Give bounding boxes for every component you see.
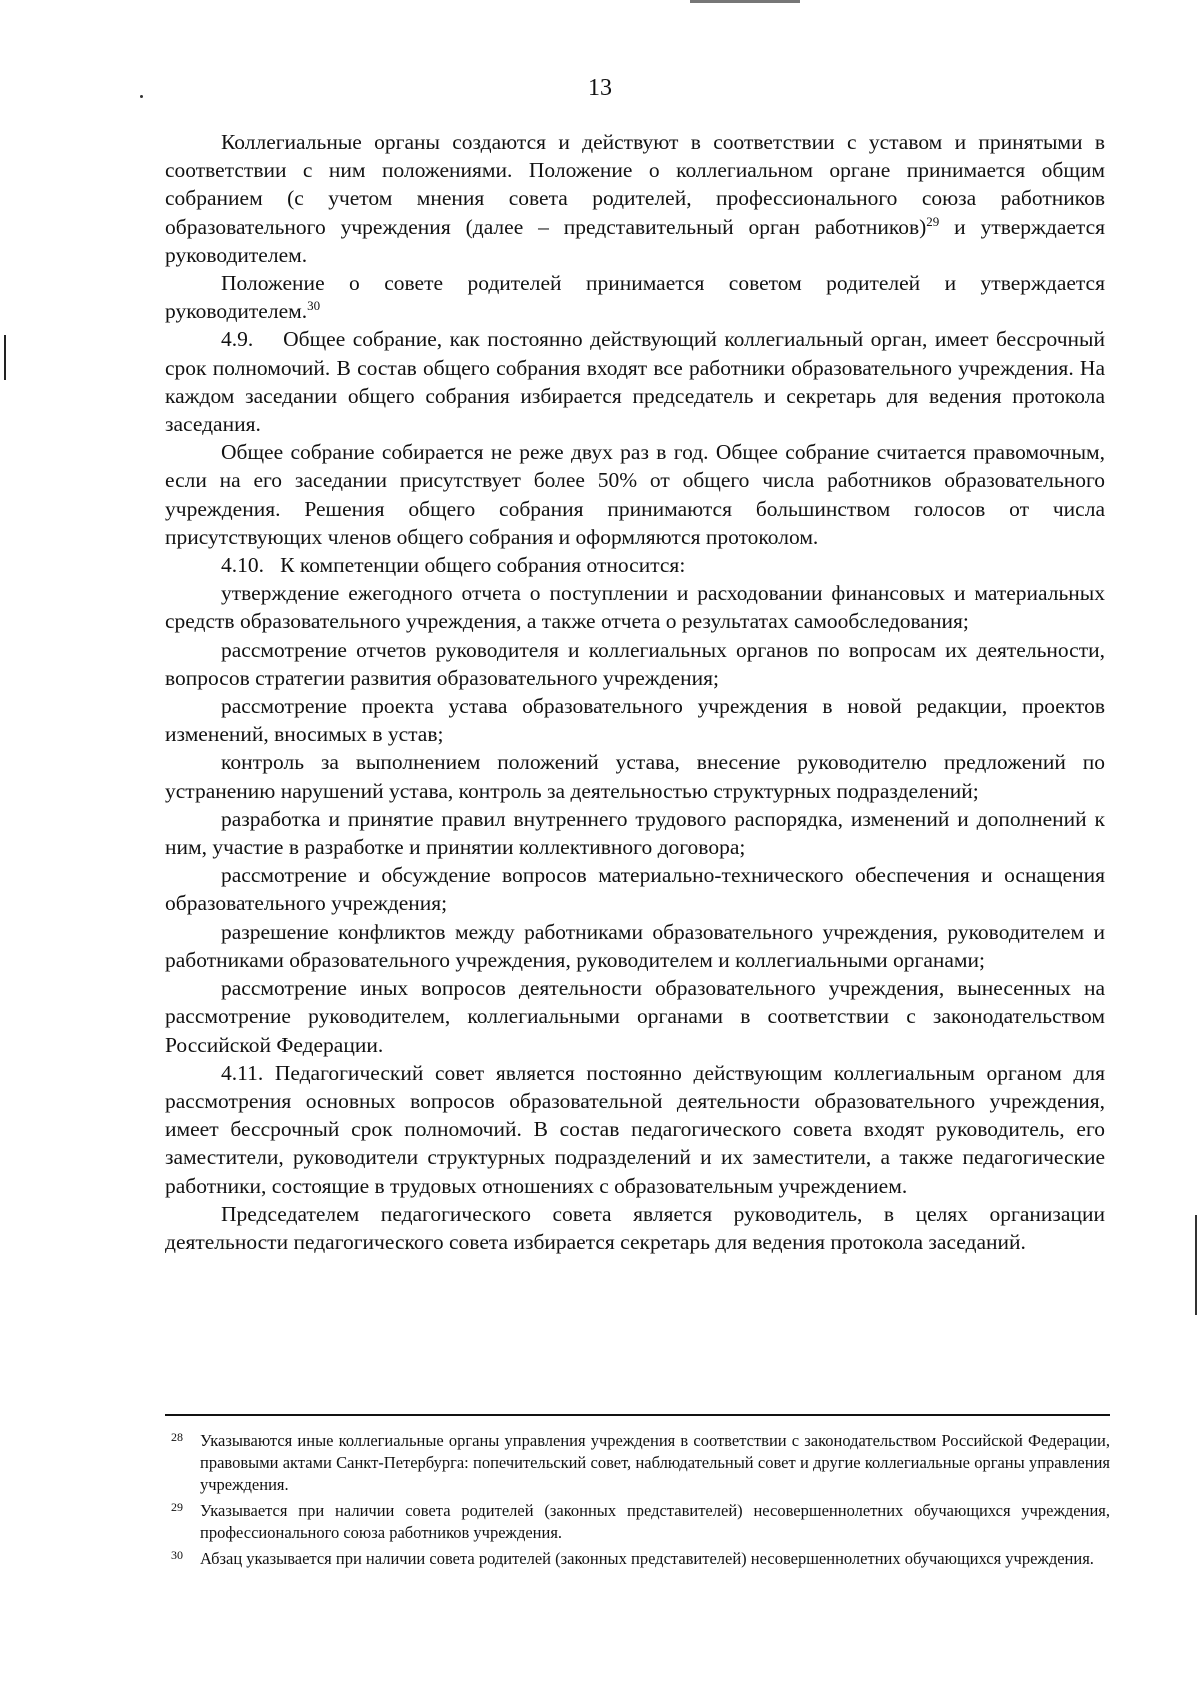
footnote-ref: 29 [926,213,940,229]
footnotes [165,1430,1110,1574]
footnote [165,1430,1110,1496]
footnote-text: Указывается при наличии совета родителей (законных представителей) несовершеннолетних обучающихся учреждения, профессионального союза работников учреждения. [200,1501,1110,1542]
scan-artifact-right-edge [1195,1215,1197,1315]
footnote-divider [165,1414,1110,1416]
scan-artifact-top [690,0,800,3]
page-number: 13 [588,75,612,101]
paragraph: утверждение ежегодного отчета о поступлении и расходовании финансовых и материальных средств образовательного учреждения, а также отчета о результатах самообследования; [165,581,1105,634]
paragraph: 4.10. К компетенции общего собрания относится: [221,553,686,578]
body-text [165,128,1111,1256]
footnote-text: Указываются иные коллегиальные органы управления учреждения в соответствии с законодательством Российской Федерации, правовыми актами Санкт-Петербурга: попечительский совет, наблюдательный совет и другие коллегиальные органы управления учреждения. [200,1431,1110,1494]
paragraph: 4.9. Общее собрание, как постоянно действующий коллегиальный орган, имеет бессрочный срок полномочий. В состав общего собрания входят все работники образовательного учреждения. На каждом заседании общего собрания избирается председатель и секретарь для ведения протокола заседания. [165,327,1111,437]
paragraph: рассмотрение отчетов руководителя и коллегиальных органов по вопросам их деятельности, вопросов стратегии развития образовательного учреждения; [165,637,1105,690]
footnote-number: 29 [171,1500,183,1514]
paragraph: Коллегиальные органы создаются и действуют в соответствии с уставом и принятыми в соответствии с ним положениями. Положение о коллегиальном органе принимается общим собранием (с учетом мнения совета родителей, профессионального союза работников образовательного учреждения (далее – представительный орган работников)$^{29}$ и утверждается руководителем. [165,130,1105,267]
footnote [165,1500,1110,1544]
footnote-text: Абзац указывается при наличии совета родителей (законных представителей) несовершеннолетних обучающихся учреждения. [200,1549,1094,1568]
scan-artifact-left-edge [4,335,6,380]
paragraph: Общее собрание собирается не реже двух раз в год. Общее собрание считается правомочным, если на его заседании присутствует более 50% от общего числа работников образовательного учреждения. Решения общего собрания принимаются большинством голосов от числа присутствующих членов общего собрания и оформляются протоколом. [165,440,1105,549]
footnote [165,1548,1110,1570]
paragraph: рассмотрение и обсуждение вопросов материально-технического обеспечения и оснащения образовательного учреждения; [165,863,1105,916]
footnote-ref: 30 [307,298,321,314]
footnote-number: 28 [171,1430,183,1444]
paragraph: рассмотрение проекта устава образовательного учреждения в новой редакции, проектов изменений, вносимых в устав; [165,694,1105,747]
paragraph: контроль за выполнением положений устава, внесение руководителю предложений по устранению нарушений устава, контроль за деятельностью структурных подразделений; [165,750,1105,803]
paragraph: разработка и принятие правил внутреннего трудового распорядка, изменений и дополнений к ним, участие в разработке и принятии коллективного договора; [165,806,1105,860]
footnote-number: 30 [171,1548,183,1562]
paragraph: Председателем педагогического совета является руководитель, в целях организации деятельности педагогического совета избирается секретарь для ведения протокола заседаний. [165,1201,1105,1254]
paragraph: Положение о совете родителей принимается советом родителей и утверждается руководителем.$^{30}$ [165,271,1105,324]
paragraph: рассмотрение иных вопросов деятельности образовательного учреждения, вынесенных на рассмотрение руководителем, коллегиальными органами в соответствии с законодательством Российской Федерации. [165,976,1105,1057]
paragraph: 4.11. Педагогический совет является постоянно действующим коллегиальным органом для рассмотрения основных вопросов образовательной деятельности образовательного учреждения, имеет бессрочный срок полномочий. В состав педагогического совета входят руководитель, его заместители, руководители структурных подразделений и их заместители, а также педагогические работники, состоящие в трудовых отношениях с образовательным учреждением. [165,1060,1105,1198]
paragraph: разрешение конфликтов между работниками образовательного учреждения, руководителем и работниками образовательного учреждения, руководителем и коллегиальными органами; [165,919,1105,972]
